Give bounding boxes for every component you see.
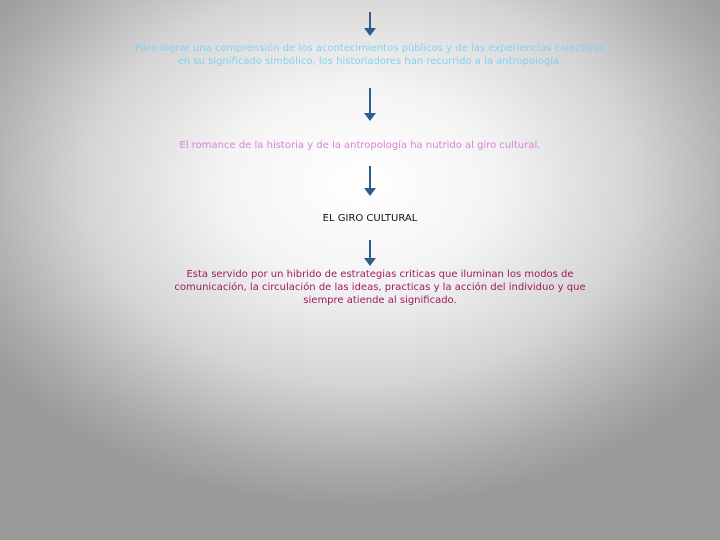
- flow-arrow-2: [364, 88, 376, 121]
- step-4-line-3: siempre atiende al significado.: [303, 295, 457, 306]
- flow-arrow-1: [364, 12, 376, 36]
- step-4-text: [150, 268, 610, 307]
- flow-arrow-3: [364, 166, 376, 196]
- step-2-line-1: El romance de la historia y de la antropología ha nutrido al giro cultural.: [179, 140, 541, 151]
- step-4-line-1: Esta servido por un hibrido de estrategias criticas que iluminan los modos de: [186, 269, 574, 280]
- step-1-line-1: Para lograr una comprensión de los acontecimientos públicos y de las experiencias colectivas: [135, 43, 605, 54]
- step-1-line-2: en su significado simbólico, los historiadores han recurrido a la antropología.: [177, 56, 563, 67]
- step-2-text: [120, 139, 600, 152]
- step-3-line-1: EL GIRO CULTURAL: [322, 213, 418, 224]
- step-3-text: [270, 212, 470, 225]
- flow-arrow-4: [364, 240, 376, 266]
- step-4-line-2: comunicación, la circulación de las ideas, practicas y la acción del individuo y que: [174, 282, 586, 293]
- step-1-text: [110, 42, 630, 68]
